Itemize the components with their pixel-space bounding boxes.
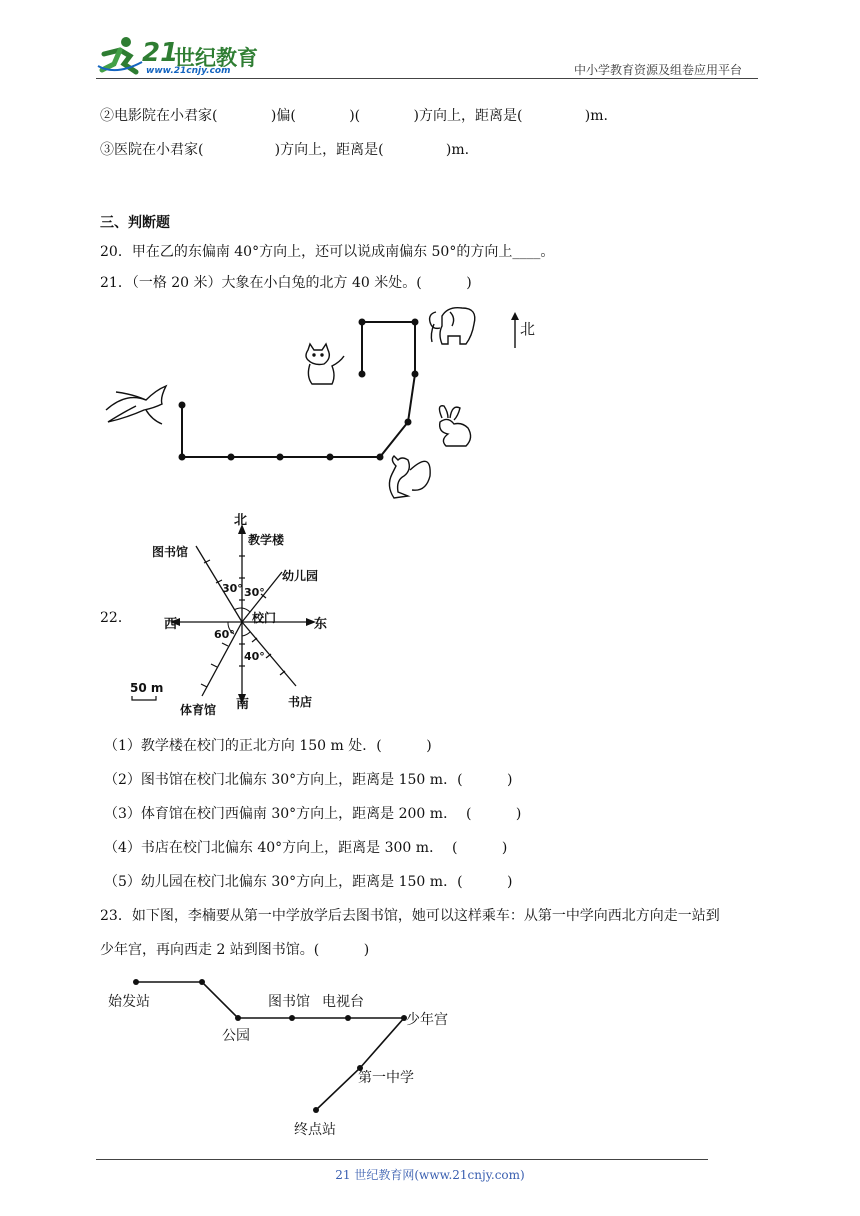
terminal-station-label: 终点站 [294, 1122, 336, 1138]
logo-number: 21 [142, 38, 179, 68]
question-21: 21．（一格 20 米）大象在小白兔的北方 40 米处。( ) [100, 275, 472, 291]
question-22-item-2: （2）图书馆在校门北偏东 30°方向上，距离是 150 m．( ) [104, 772, 513, 788]
question-22-item-1: （1）教学楼在校门的正北方向 150 m 处．( ) [104, 738, 432, 754]
header-platform-text: 中小学教育资源及组卷应用平台 [574, 63, 743, 77]
question-22-item-3: （3）体育馆在校门西偏南 30°方向上，距离是 200 m． ( ) [104, 806, 522, 822]
cat-icon [306, 344, 344, 384]
question-23-line-1: 23．如下图，李楠要从第一中学放学后去图书馆，她可以这样乘车：从第一中学向西北方向走一站到 [100, 908, 720, 924]
compass-west-label: 西 [164, 617, 178, 632]
angle-60-label: 60° [214, 628, 235, 641]
runner-logo-icon [96, 36, 144, 76]
tv-station-label: 电视台 [322, 994, 364, 1010]
figure-23-bus-route [96, 970, 476, 1140]
library-label: 图书馆 [152, 545, 189, 559]
figure-21-grid-path [96, 300, 556, 510]
bookstore-label: 书店 [288, 695, 313, 709]
compass-south-label: 南 [236, 697, 250, 712]
elephant-icon [430, 308, 475, 344]
question-22-item-4: （4）书店在校门北偏东 40°方向上，距离是 300 m． ( ) [104, 840, 508, 856]
start-station-label: 始发站 [108, 994, 150, 1010]
north-arrow-icon [511, 312, 519, 348]
footer-divider [96, 1159, 708, 1160]
gym-label: 体育馆 [180, 703, 217, 717]
section-title: 三、判断题 [100, 215, 170, 231]
park-label: 公园 [222, 1028, 250, 1044]
header-divider [96, 78, 758, 79]
kindergarten-label: 幼儿园 [282, 569, 319, 583]
question-22-number: 22． [100, 610, 132, 626]
logo-url: www.21cnjy.com [146, 66, 231, 76]
logo-text: 世纪教育 [174, 46, 258, 70]
compass-east-label: 东 [314, 617, 328, 632]
squirrel-icon [389, 456, 430, 498]
scale-bar [132, 696, 156, 700]
angle-40-label: 40° [244, 650, 265, 663]
question-cinema: ②电影院在小君家( )偏( )( )方向上，距离是( )m. [100, 108, 608, 124]
library-station-label: 图书馆 [268, 994, 310, 1010]
question-23-line-2: 少年宫，再向西走 2 站到图书馆。( ) [100, 942, 370, 958]
angle-30-left-label: 30° [222, 582, 243, 595]
compass-north-label: 北 [234, 513, 248, 528]
angle-30-right-label: 30° [244, 586, 265, 599]
school-gate-label: 校门 [252, 611, 277, 625]
bird-icon [106, 386, 166, 424]
header [0, 0, 860, 80]
rabbit-icon [439, 406, 470, 446]
question-hospital: ③医院在小君家( )方向上，距离是( )m. [100, 142, 470, 158]
question-20: 20．甲在乙的东偏南 40°方向上，还可以说成南偏东 50°的方向上____。 [100, 244, 555, 260]
figure-22-compass-map [126, 510, 346, 722]
youth-palace-label: 少年宫 [406, 1012, 448, 1028]
scale-label: 50 m [130, 681, 164, 695]
north-label: 北 [520, 320, 536, 338]
first-school-label: 第一中学 [358, 1070, 414, 1086]
teaching-building-label: 教学楼 [248, 533, 285, 547]
footer-text: 21 世纪教育网(www.21cnjy.com) [335, 1168, 525, 1182]
question-22-item-5: （5）幼儿园在校门北偏东 30°方向上，距离是 150 m．( ) [104, 874, 513, 890]
